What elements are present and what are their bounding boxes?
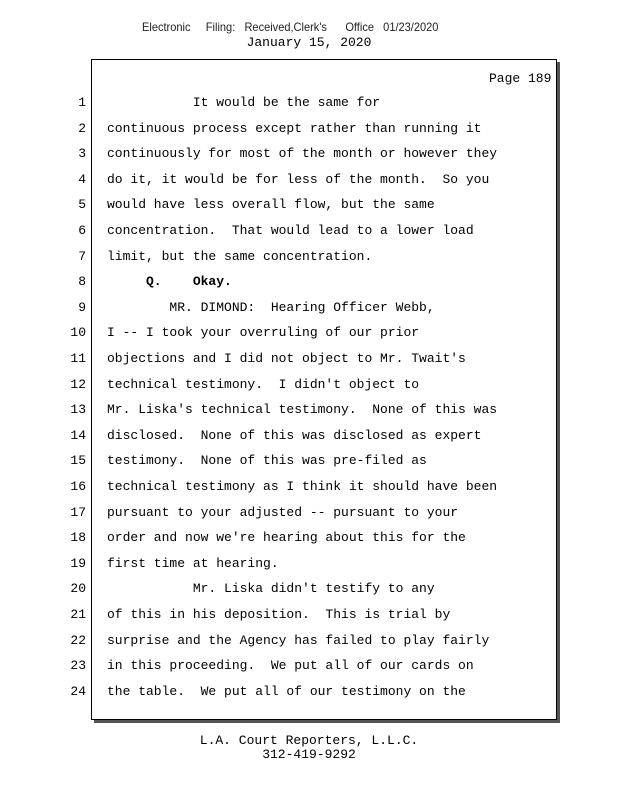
line-number: 1 [78, 95, 86, 110]
line-number: 11 [70, 351, 86, 366]
line-number: 14 [70, 428, 86, 443]
line-number: 15 [70, 453, 86, 468]
line-number: 19 [70, 556, 86, 571]
line-text: the table. We put all of our testimony on the [107, 684, 466, 699]
line-text: Mr. Liska's technical testimony. None of this was [107, 402, 498, 417]
line-text: concentration. That would lead to a lower load [107, 223, 474, 238]
line-text: surprise and the Agency has failed to play fairly [107, 633, 490, 648]
line-text: limit, but the same concentration. [107, 249, 373, 264]
line-number: 10 [70, 325, 86, 340]
page-number: Page 189 [489, 71, 552, 86]
line-number: 16 [70, 479, 86, 494]
line-text: first time at hearing. [107, 556, 279, 571]
line-number: 20 [70, 581, 86, 596]
line-number: 13 [70, 402, 86, 417]
line-number: 12 [70, 377, 86, 392]
footer-company: L.A. Court Reporters, L.L.C. [199, 733, 419, 748]
line-number: 23 [70, 658, 86, 673]
line-text: It would be the same for [107, 95, 381, 110]
line-text: order and now we're hearing about this for the [107, 530, 466, 545]
line-number: 4 [78, 172, 86, 187]
line-number: 5 [78, 197, 86, 212]
filing-stamp: Electronic Filing: Received,Clerk's Office 01/23/2020 [142, 20, 439, 34]
line-number: 22 [70, 633, 86, 648]
line-text: Q. Okay. [107, 274, 232, 289]
line-text: continuous process except rather than running it [107, 121, 482, 136]
line-text: objections and I did not object to Mr. Twait's [107, 351, 466, 366]
line-text: do it, it would be for less of the month. So you [107, 172, 490, 187]
line-text: Mr. Liska didn't testify to any [107, 581, 435, 596]
line-number: 9 [78, 300, 86, 315]
line-text: of this in his deposition. This is trial by [107, 607, 451, 622]
line-number: 7 [78, 249, 86, 264]
footer-phone: 312-419-9292 [262, 747, 356, 762]
line-text: would have less overall flow, but the same [107, 197, 435, 212]
line-number: 3 [78, 146, 86, 161]
transcript-date: January 15, 2020 [246, 35, 372, 50]
line-number: 2 [78, 121, 86, 136]
line-text: continuously for most of the month or however they [107, 146, 498, 161]
line-text: in this proceeding. We put all of our cards on [107, 658, 474, 673]
line-text: MR. DIMOND: Hearing Officer Webb, [107, 300, 435, 315]
line-text: pursuant to your adjusted -- pursuant to your [107, 505, 459, 520]
line-number: 6 [78, 223, 86, 238]
line-number: 21 [70, 607, 86, 622]
line-text: technical testimony as I think it should have been [107, 479, 498, 494]
line-text: technical testimony. I didn't object to [107, 377, 420, 392]
line-text: testimony. None of this was pre-filed as [107, 453, 427, 468]
line-text: disclosed. None of this was disclosed as expert [107, 428, 482, 443]
line-number: 17 [70, 505, 86, 520]
line-number: 24 [70, 684, 86, 699]
line-text: I -- I took your overruling of our prior [107, 325, 420, 340]
line-number: 8 [78, 274, 86, 289]
line-number: 18 [70, 530, 86, 545]
